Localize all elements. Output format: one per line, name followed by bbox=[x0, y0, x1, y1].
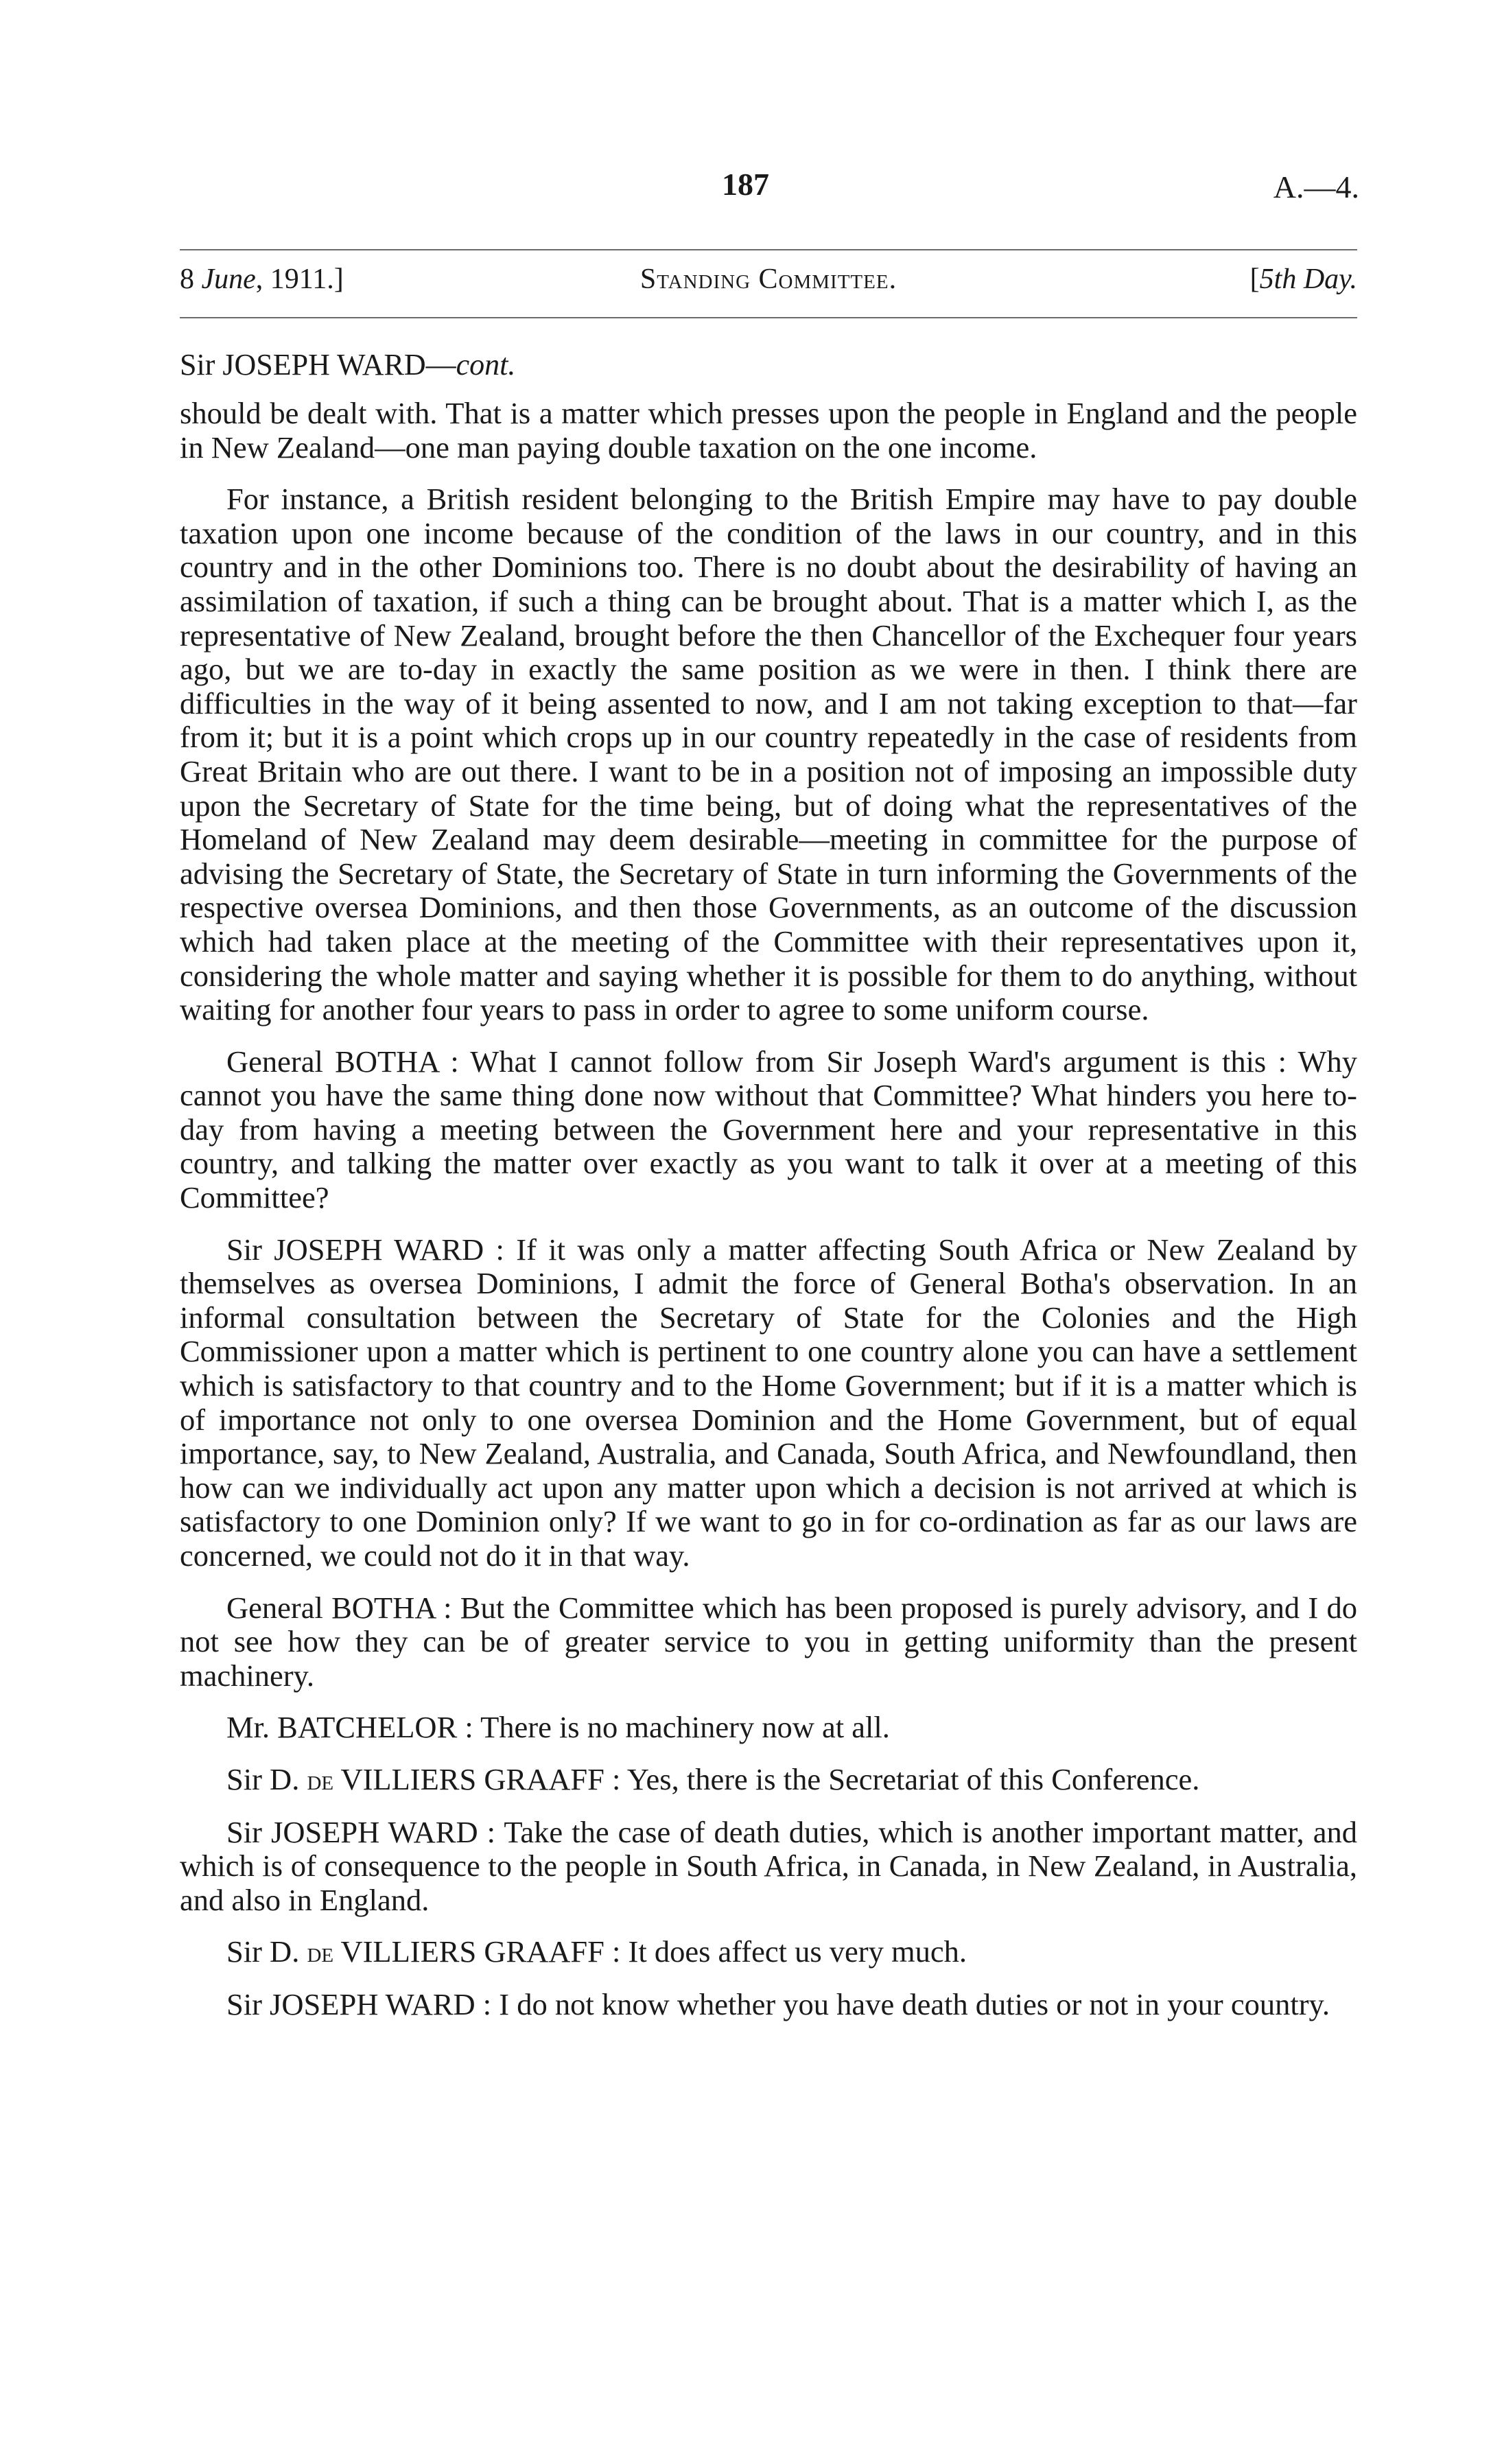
header-rule-bottom bbox=[180, 317, 1357, 318]
page-reference: A.—4. bbox=[1273, 169, 1359, 204]
continued-speaker: Sir JOSEPH WARD—cont. bbox=[180, 348, 516, 382]
speaker-name: General BOTHA : bbox=[226, 1590, 460, 1625]
speaker-name: Sir D. de VILLIERS GRAAFF : bbox=[226, 1934, 629, 1969]
header-rule-top bbox=[180, 249, 1357, 250]
speaker-name: General BOTHA : bbox=[226, 1044, 471, 1079]
header-date: 8 June, 1911.] bbox=[180, 263, 344, 295]
speaker-name: Sir JOSEPH WARD : bbox=[226, 1986, 500, 2021]
paragraph-text: There is no machinery now at all. bbox=[480, 1710, 890, 1745]
paragraph bbox=[180, 397, 1357, 465]
paragraph bbox=[180, 1935, 1357, 1970]
running-title: Standing Committee. bbox=[639, 263, 897, 295]
speaker-name: Mr. BATCHELOR : bbox=[226, 1710, 481, 1745]
paragraph bbox=[180, 1711, 1357, 1745]
paragraph-text: But the Committee which has been proposed is purely advisory, and I do not see how they can be of greater service to you in getting uniformity than the present machinery. bbox=[180, 1590, 1357, 1693]
paragraph bbox=[180, 1816, 1357, 1918]
speaker-name: Sir JOSEPH WARD : bbox=[226, 1814, 504, 1849]
paragraph-text: If it was only a matter affecting South Africa or New Zealand by themselves as oversea Dominions, I admit the force of General Botha's observation. In an informal consultation between the Secretary of State for the Colonies and the High Commissioner upon a matter which is pertinent to one country alone you can have a settlement which is satisfactory to that country and to the Home Government; but if it is a matter which is of importance not only to one oversea Dominion and the Home Government, but of equal importance, say, to New Zealand, Australia, and Canada, South Africa, and Newfoundland, then how can we individually act upon any matter upon which a decision is not arrived at which is satisfactory to one Dominion only? If we want to go in for co-ordination as far as our laws are concerned, we could not do it in that way. bbox=[180, 1232, 1357, 1573]
transcript-body bbox=[180, 397, 1357, 2022]
paragraph bbox=[180, 1233, 1357, 1573]
paragraph-text: should be dealt with. That is a matter which presses upon the people in England and the people in New Zealand—one man paying double taxation on the one income. bbox=[180, 396, 1357, 465]
paragraph bbox=[180, 1988, 1357, 2022]
speaker-name: Sir JOSEPH WARD : bbox=[226, 1232, 517, 1267]
header-day: [5th Day. bbox=[1249, 263, 1357, 295]
paragraph-text: For instance, a British resident belonging to the British Empire may have to pay double taxation upon one income because of the condition of the laws in our country, and in this country and in the other Dominions too. There is no doubt about the desirability of having an assimilation of taxation, if such a thing can be brought about. That is a matter which I, as the representative of New Zealand, brought before the then Chancellor of the Exchequer four years ago, but we are to-day in exactly the same position as we were in then. I think there are difficulties in the way of it being assented to now, and I am not taking exception to that—far from it; but it is a point which crops up in our country repeatedly in the case of residents from Great Britain who are out there. I want to be in a position not of imposing an impossible duty upon the Secretary of State for the time being, but of doing what the representatives of the Homeland of New Zealand may deem desirable—meeting in committee for the purpose of advising the Secretary of State, the Secretary of State in turn informing the Governments of the respective oversea Dominions, and then those Governments, as an outcome of the discussion which had taken place at the meeting of the Committee with their representatives upon it, considering the whole matter and saying whether it is possible for them to do anything, without waiting for another four years to pass in order to agree to some uniform course. bbox=[180, 482, 1357, 1027]
running-header bbox=[180, 263, 1357, 304]
paragraph bbox=[180, 482, 1357, 1027]
paragraph bbox=[180, 1045, 1357, 1215]
speaker-name: Sir D. de VILLIERS GRAAFF : bbox=[226, 1761, 627, 1796]
paragraph-text: It does affect us very much. bbox=[628, 1934, 967, 1969]
paragraph-text: Take the case of death duties, which is another important matter, and which is of consequence to the people in South Africa, in Canada, in New Zealand, in Australia, and also in England. bbox=[180, 1814, 1357, 1917]
paragraph bbox=[180, 1591, 1357, 1693]
paragraph bbox=[180, 1763, 1357, 1798]
paragraph-text: I do not know whether you have death duties or not in your country. bbox=[499, 1986, 1330, 2021]
paragraph-text: What I cannot follow from Sir Joseph Ward's argument is this : Why cannot you have the same thing done now without that Committee? What hinders you here to-day from having a meeting between the Government here and your representative in this country, and talking the matter over exactly as you want to talk it over at a meeting of this Committee? bbox=[180, 1044, 1357, 1215]
paragraph-text: Yes, there is the Secretariat of this Conference. bbox=[626, 1761, 1200, 1796]
page-number: 187 bbox=[722, 167, 769, 202]
